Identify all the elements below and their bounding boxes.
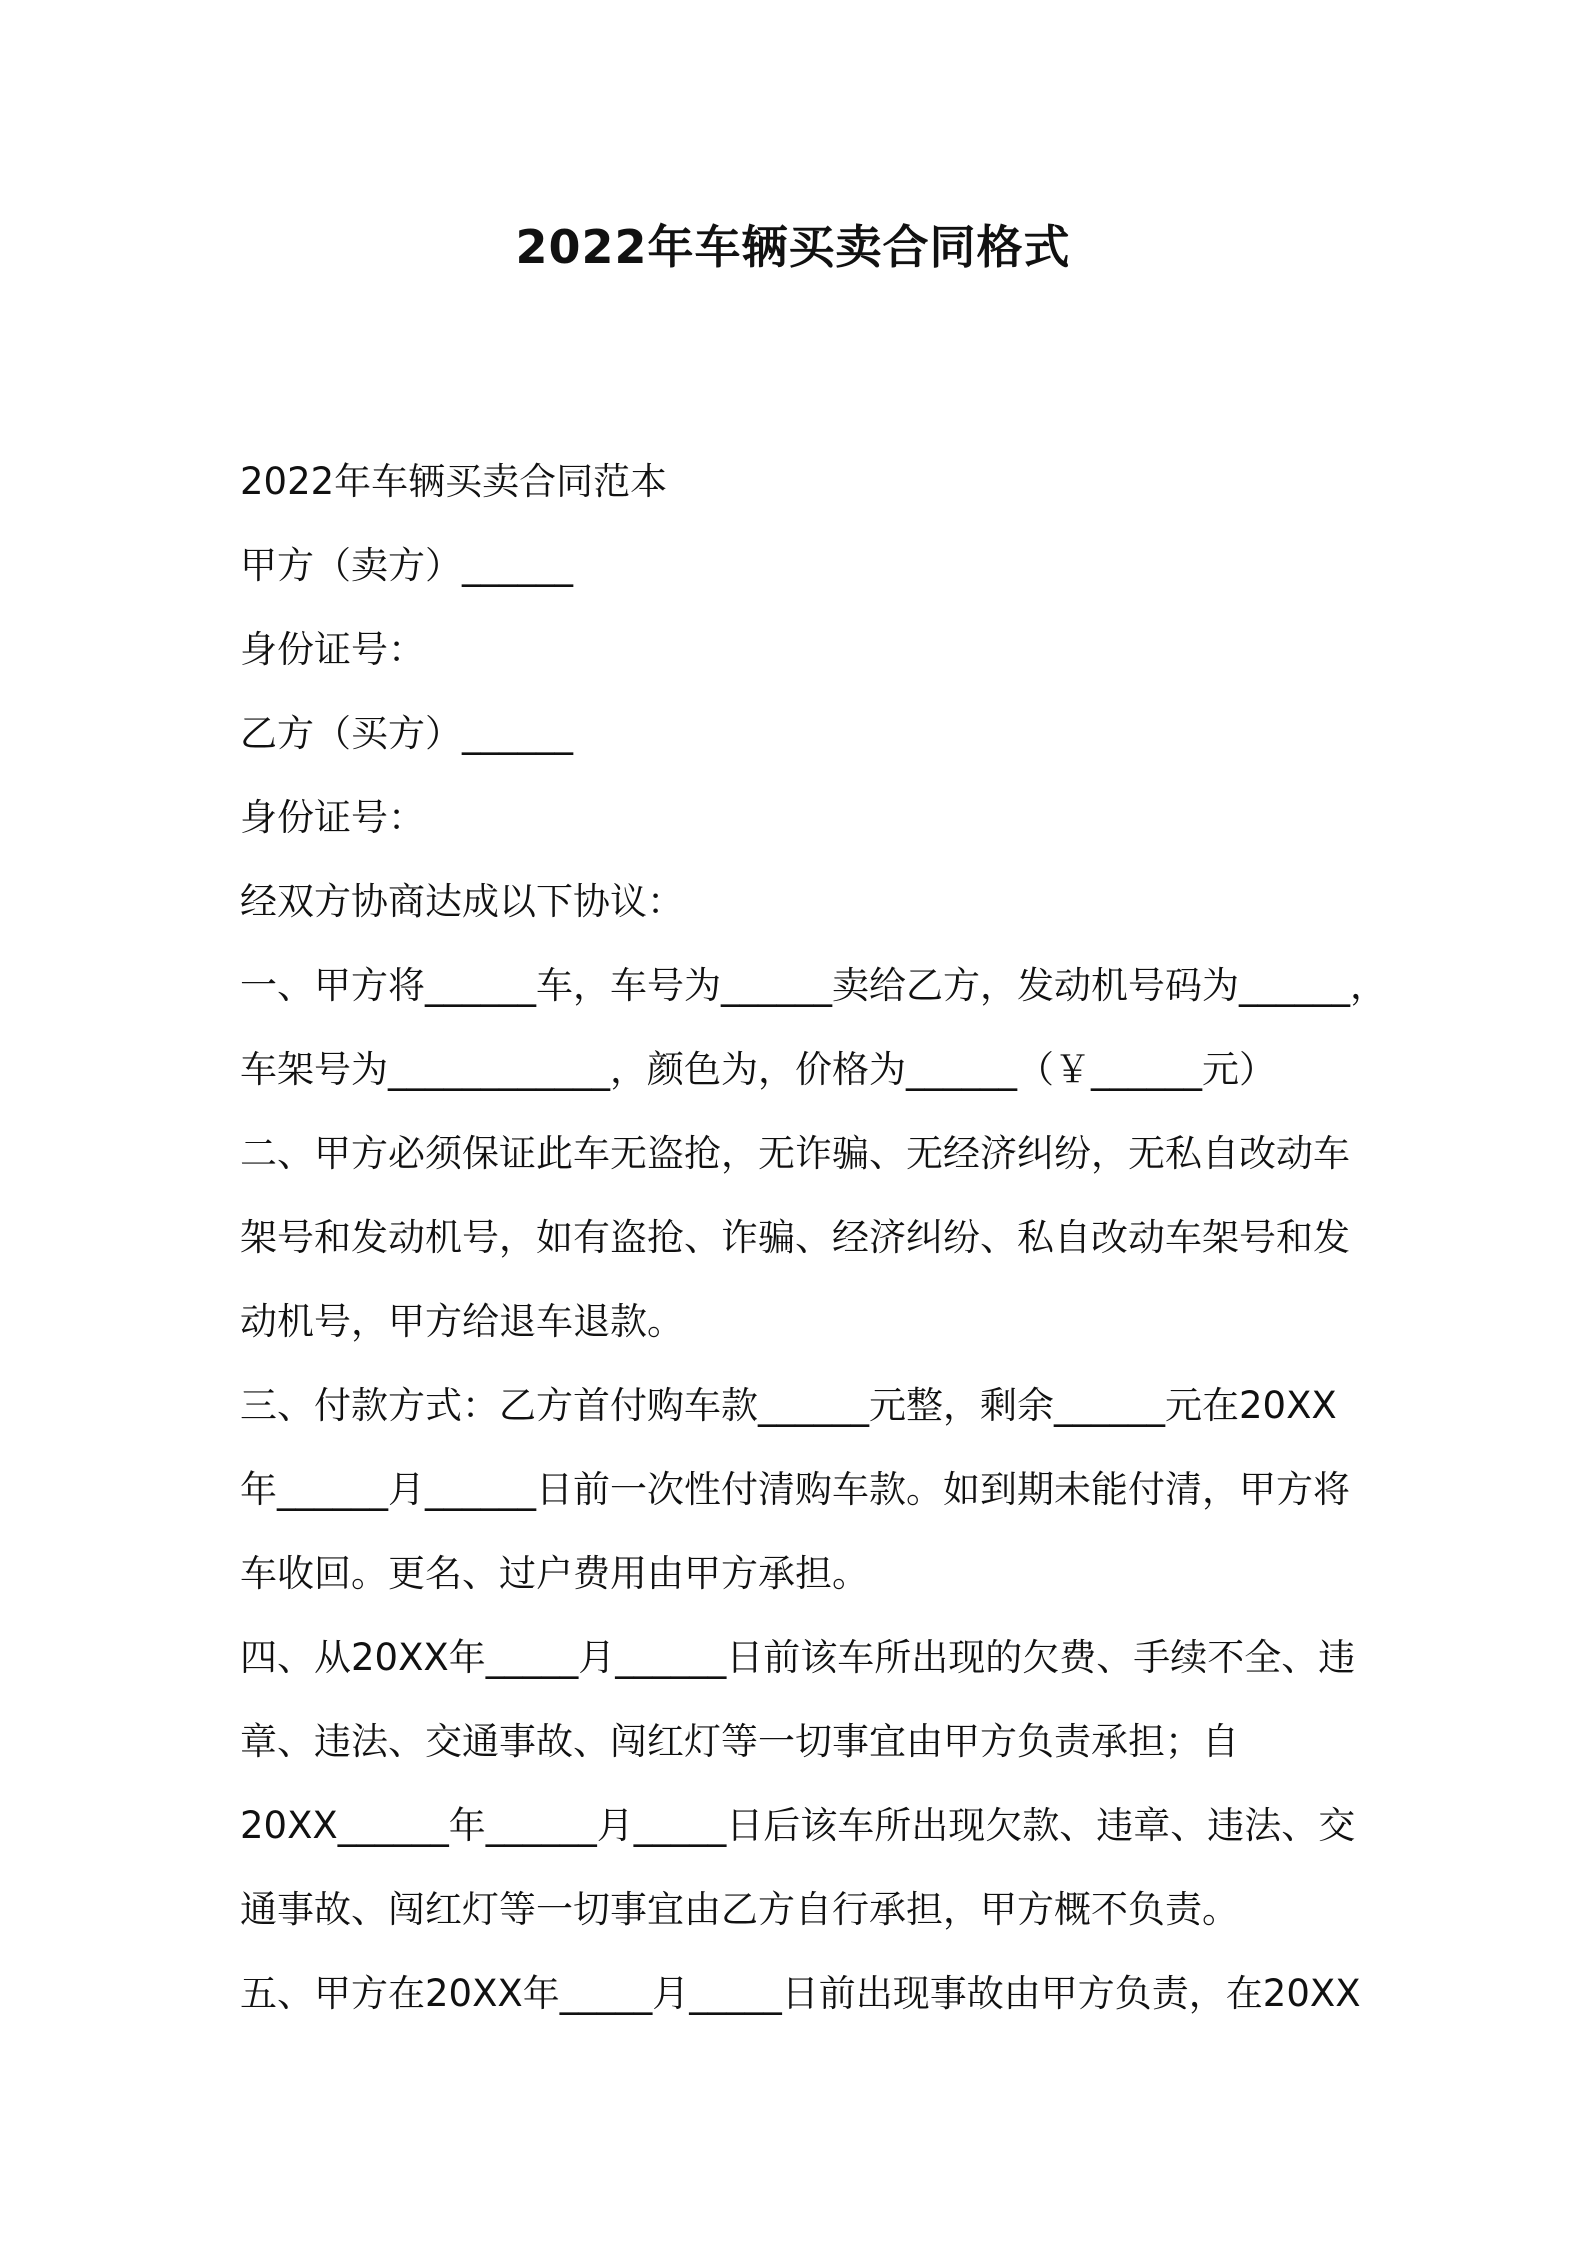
clause-2-line-3: 动机号，甲方给退车退款。 bbox=[240, 1300, 684, 1343]
document-title: 2022年车辆买卖合同格式 bbox=[515, 220, 1071, 274]
party-b-id-line: 身份证号： bbox=[240, 796, 425, 839]
clause-5-line-1: 五、甲方在20XX年_____月_____日前出现事故由甲方负责，在20XX bbox=[240, 1972, 1361, 2015]
clause-4-line-1: 四、从20XX年_____月______日前该车所出现的欠费、手续不全、违 bbox=[240, 1636, 1356, 1679]
party-a-line: 甲方（卖方）______ bbox=[240, 544, 573, 587]
subtitle-line: 2022年车辆买卖合同范本 bbox=[240, 460, 668, 503]
party-b-line: 乙方（买方）______ bbox=[240, 712, 573, 755]
clause-1-line-2: 车架号为____________，颜色为，价格为______（￥______元） bbox=[240, 1048, 1276, 1091]
clause-4-line-4: 通事故、闯红灯等一切事宜由乙方自行承担，甲方概不负责。 bbox=[240, 1888, 1239, 1931]
party-a-id-line: 身份证号： bbox=[240, 628, 425, 671]
clause-4-line-3: 20XX______年______月_____日后该车所出现欠款、违章、违法、交 bbox=[240, 1804, 1356, 1847]
clause-2-line-1: 二、甲方必须保证此车无盗抢，无诈骗、无经济纠纷，无私自改动车 bbox=[240, 1132, 1350, 1175]
clause-1-line-1: 一、甲方将______车，车号为______卖给乙方，发动机号码为______， bbox=[240, 964, 1387, 1007]
clause-3-line-1: 三、付款方式：乙方首付购车款______元整，剩余______元在20XX bbox=[240, 1384, 1337, 1427]
clause-2-line-2: 架号和发动机号，如有盗抢、诈骗、经济纠纷、私自改动车架号和发 bbox=[240, 1216, 1350, 1259]
clause-3-line-3: 车收回。更名、过户费用由甲方承担。 bbox=[240, 1552, 869, 1595]
document-body bbox=[240, 440, 1387, 2036]
clause-4-line-2: 章、违法、交通事故、闯红灯等一切事宜由甲方负责承担；自 bbox=[240, 1720, 1239, 1763]
agreement-intro-line: 经双方协商达成以下协议： bbox=[240, 880, 684, 923]
clause-3-line-2: 年______月______日前一次性付清购车款。如到期未能付清，甲方将 bbox=[240, 1468, 1350, 1511]
